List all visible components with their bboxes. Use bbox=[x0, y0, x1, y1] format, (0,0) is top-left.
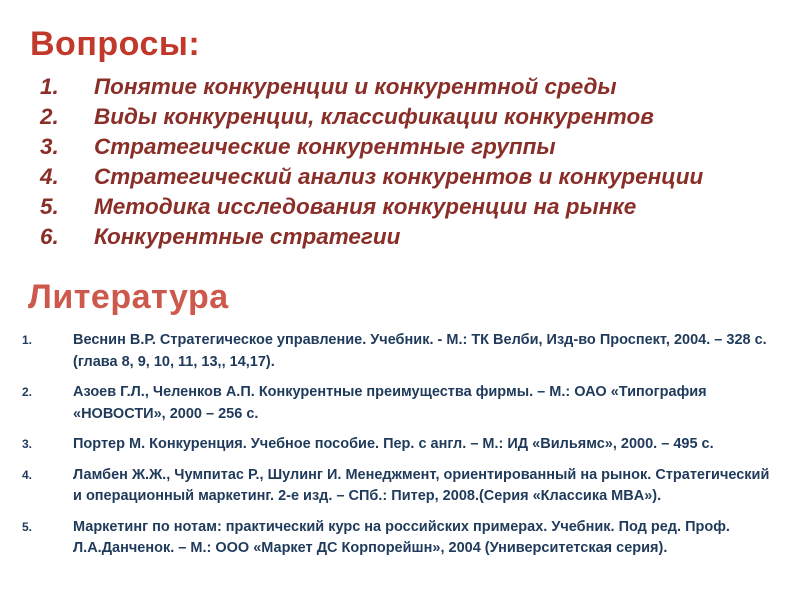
question-item bbox=[40, 222, 760, 252]
literature-text: Ламбен Ж.Ж., Чумпитас Р., Шулинг И. Менеджмент, ориентированный на рынок. Стратегический и операционный маркетинг. 2-е изд. – СПб.: Питер, 2008.(Серия «Классика MBA»). bbox=[73, 466, 770, 504]
question-item bbox=[40, 132, 760, 162]
question-number: 1. bbox=[40, 74, 59, 99]
question-number: 5. bbox=[40, 194, 59, 219]
literature-number: 4. bbox=[22, 467, 33, 482]
question-item bbox=[40, 162, 760, 192]
question-text: Конкурентные стратегии bbox=[94, 224, 401, 249]
question-text: Понятие конкуренции и конкурентной среды bbox=[94, 74, 617, 99]
question-item bbox=[40, 72, 760, 102]
literature-list bbox=[22, 330, 782, 569]
literature-item bbox=[22, 465, 782, 508]
question-text: Методика исследования конкуренции на рынке bbox=[94, 194, 637, 219]
literature-number: 5. bbox=[22, 519, 33, 534]
literature-number: 3. bbox=[22, 437, 33, 451]
question-item bbox=[40, 102, 760, 132]
questions-title: Вопросы: bbox=[30, 25, 201, 63]
question-item bbox=[40, 192, 760, 222]
question-number: 6. bbox=[40, 224, 59, 249]
literature-text: Веснин В.Р. Стратегическое управление. Учебник. - М.: ТК Велби, Изд-во Проспект, 2004. – 328 с. (глава 8, 9, 10, 11, 13,, 14,17). bbox=[73, 332, 767, 370]
literature-item bbox=[22, 382, 782, 425]
question-text: Стратегические конкурентные группы bbox=[94, 134, 556, 159]
literature-title: Литература bbox=[28, 278, 229, 316]
question-number: 3. bbox=[40, 134, 59, 159]
question-number: 4. bbox=[40, 164, 59, 189]
literature-text: Портер М. Конкуренция. Учебное пособие. Пер. с англ. – М.: ИД «Вильямс», 2000. – 495 с. bbox=[73, 436, 714, 452]
questions-list bbox=[40, 72, 760, 252]
question-number: 2. bbox=[40, 104, 59, 129]
literature-text: Азоев Г.Л., Челенков А.П. Конкурентные преимущества фирмы. – М.: ОАО «Типография «НОВОСТИ», 2000 – 256 с. bbox=[73, 384, 707, 422]
literature-number: 1. bbox=[22, 333, 33, 347]
literature-text: Маркетинг по нотам: практический курс на российских примерах. Учебник. Под ред. Проф. Л.А.Данченок. – М.: ООО «Маркет ДС Корпорейшн», 2004 (Университетская серия). bbox=[73, 518, 730, 556]
literature-item bbox=[22, 330, 782, 373]
literature-number: 2. bbox=[22, 385, 33, 399]
question-text: Виды конкуренции, классификации конкурентов bbox=[94, 104, 654, 129]
literature-item bbox=[22, 517, 782, 560]
literature-item bbox=[22, 434, 782, 456]
question-text: Стратегический анализ конкурентов и конкуренции bbox=[94, 164, 704, 189]
